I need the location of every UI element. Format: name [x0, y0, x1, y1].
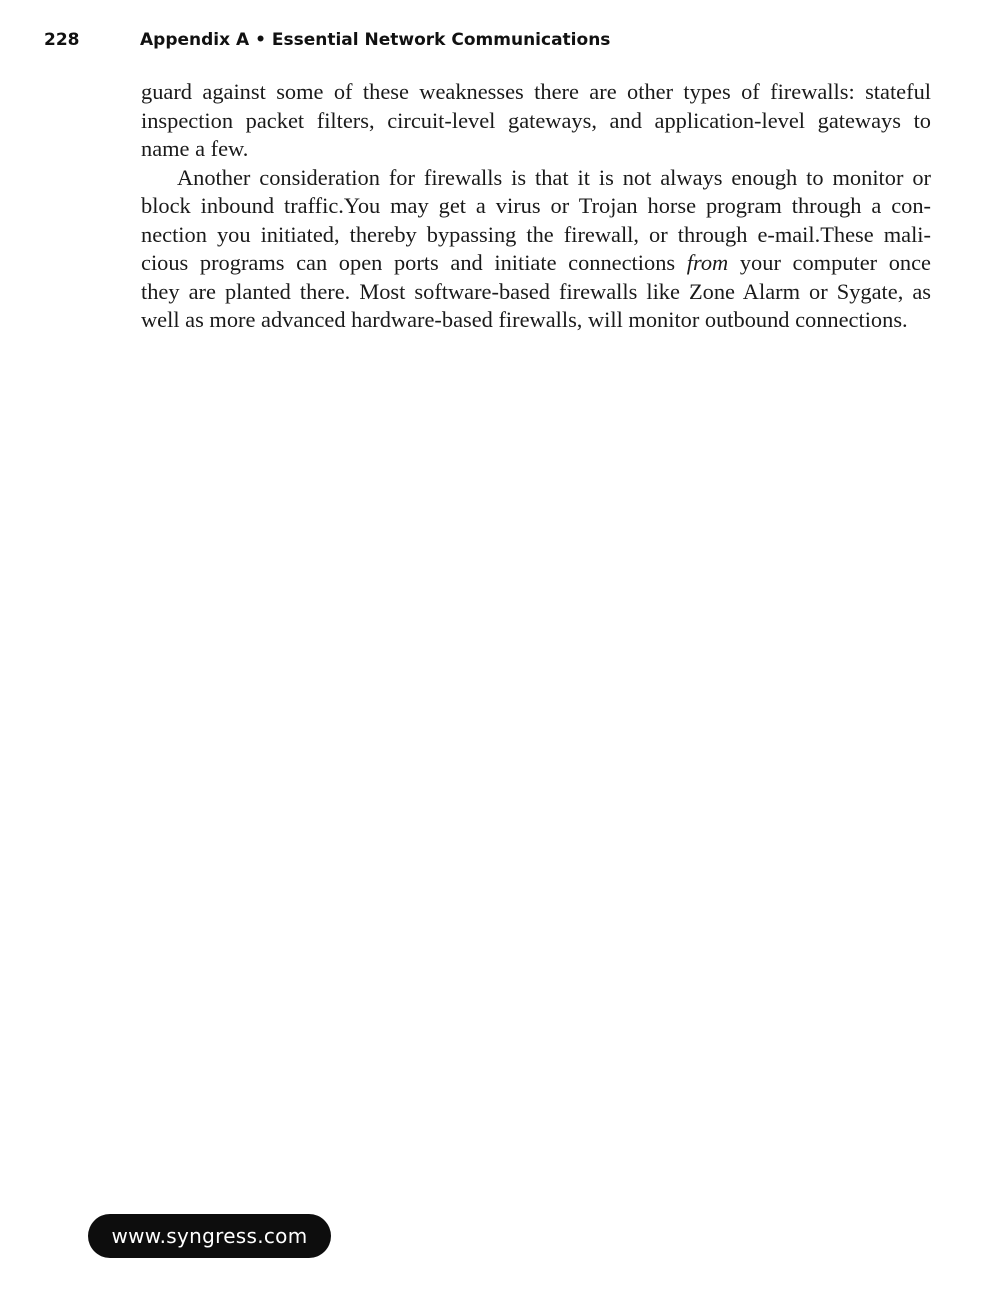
- running-header: [44, 30, 610, 50]
- text-line: they are planted there. Most software-based firewalls like Zone Alarm or Sygate, as: [141, 278, 931, 304]
- text-line: [141, 249, 931, 278]
- publisher-url-badge: www.syngress.com: [88, 1214, 331, 1258]
- text-line: well as more advanced hardware-based firewalls, will monitor outbound connections.: [141, 307, 908, 332]
- running-title: Appendix A • Essential Network Communications: [140, 30, 611, 50]
- body-text: [141, 78, 931, 335]
- emphasis-text: from: [686, 250, 729, 275]
- text-fragment: your computer once: [739, 250, 931, 275]
- text-line: name a few.: [141, 136, 249, 161]
- page-number: 228: [44, 30, 80, 50]
- text-fragment: cious programs can open ports and initiate connections: [141, 250, 676, 275]
- text-line: nection you initiated, thereby bypassing the firewall, or through e-mail.These mali-: [141, 221, 931, 247]
- text-line: block inbound traffic.You may get a virus or Trojan horse program through a con-: [141, 193, 931, 218]
- text-line: Another consideration for firewalls is that it is not always enough to monitor or: [177, 164, 931, 190]
- text-line: guard against some of these weaknesses there are other types of firewalls: stateful: [141, 79, 931, 104]
- paragraph-2: [141, 164, 931, 335]
- paragraph-1: [141, 78, 931, 164]
- text-line: inspection packet filters, circuit-level gateways, and application-level gateways to: [141, 107, 931, 133]
